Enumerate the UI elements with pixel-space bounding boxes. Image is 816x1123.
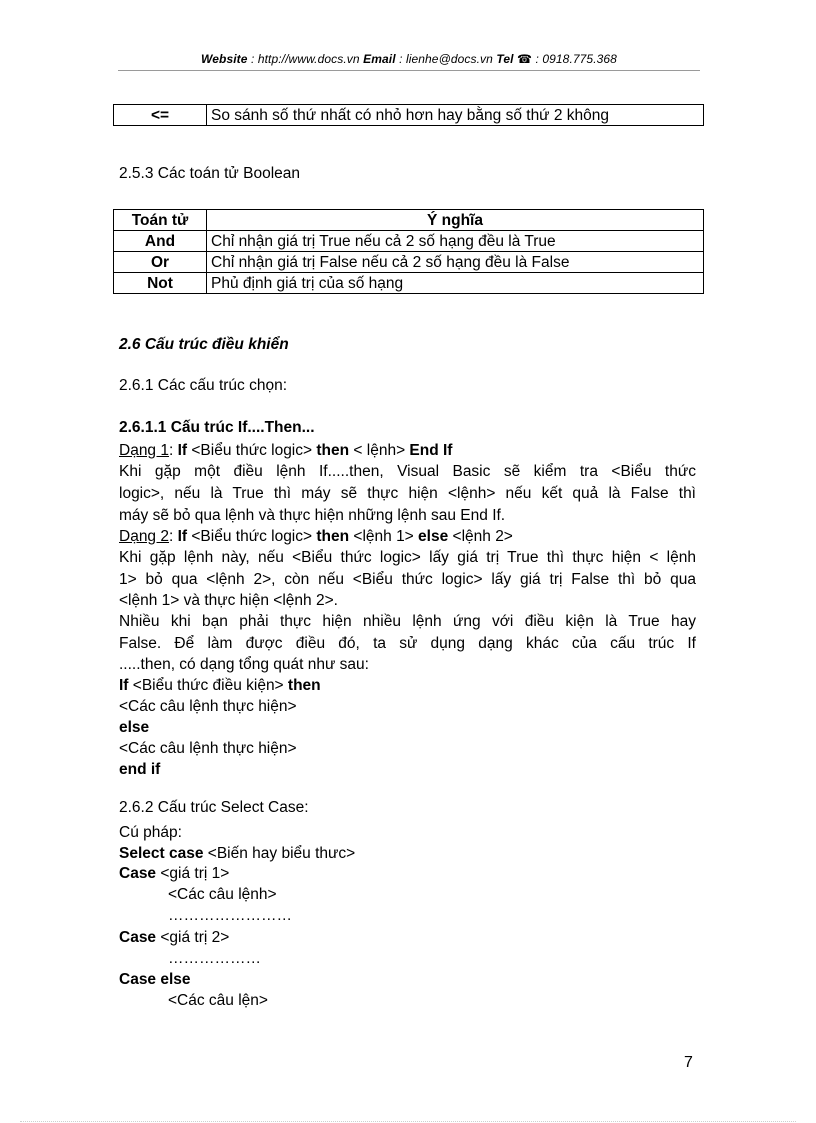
- paragraph-line: <lệnh 1> và thực hiện <lệnh 2>.: [119, 592, 338, 609]
- form-1-line: Dạng 1: If <Biểu thức logic> then < lệnh> End If: [119, 442, 453, 459]
- paragraph-line: 1> bỏ qua <lệnh 2>, còn nếu <Biểu thức logic> lấy giá trị False thì bỏ qua: [119, 571, 696, 588]
- footer-divider: [20, 1121, 796, 1122]
- paragraph-line: máy sẽ bỏ qua lệnh và thực hiện những lệnh sau End If.: [119, 507, 506, 524]
- form-2-label: Dạng 2: [119, 528, 169, 545]
- section-2-6-1-heading: 2.6.1 Các cấu trúc chọn:: [119, 377, 288, 394]
- column-header-operator: Toán tử: [114, 210, 207, 231]
- code-line: <Các câu lện>: [168, 992, 268, 1009]
- section-2-6-2-heading: 2.6.2 Cấu trúc Select Case:: [119, 799, 309, 816]
- statement-text: < lệnh>: [349, 442, 410, 459]
- page-number: 7: [684, 1054, 693, 1071]
- boolean-operator-table: [113, 209, 704, 294]
- operator-cell: Not: [114, 273, 207, 294]
- table-row: [114, 252, 704, 273]
- tel-value: : 0918.775.368: [532, 52, 617, 66]
- keyword-else: else: [119, 719, 150, 736]
- keyword-case: Case: [119, 929, 157, 946]
- condition-text: <Biểu thức logic>: [187, 528, 317, 545]
- code-line: <Các câu lệnh>: [168, 886, 277, 903]
- keyword-then: then: [316, 528, 350, 545]
- operator-cell: And: [114, 231, 207, 252]
- keyword-then: then: [287, 677, 321, 694]
- keyword-else: else: [418, 528, 449, 545]
- condition-text: <Biểu thức logic>: [187, 442, 317, 459]
- email-label: Email: [363, 52, 396, 66]
- keyword-case-else: Case else: [119, 971, 191, 988]
- section-2-6-1-1-heading: 2.6.1.1 Cấu trúc If....Then...: [119, 419, 315, 436]
- case-2-line: [119, 928, 229, 948]
- keyword-select-case: Select case: [119, 845, 204, 862]
- syntax-label: Cú pháp:: [119, 824, 182, 841]
- paragraph-line: Khi gặp một điều lệnh If.....then, Visual Basic sẽ kiểm tra <Biểu thức: [119, 463, 696, 480]
- section-2-5-3-heading: 2.5.3 Các toán tử Boolean: [119, 165, 300, 182]
- table-header-row: [114, 210, 704, 231]
- website-value: : http://www.docs.vn: [247, 52, 364, 66]
- keyword-if: If: [119, 677, 129, 694]
- ellipsis-line: ……………………: [168, 907, 292, 924]
- operator-cell: <=: [114, 105, 207, 126]
- section-2-6-heading: 2.6 Cấu trúc điều khiển: [119, 336, 289, 353]
- case-1-line: [119, 864, 229, 884]
- keyword-if: If: [177, 442, 188, 459]
- form-1-label: Dạng 1: [119, 442, 169, 459]
- website-label: Website: [201, 52, 248, 66]
- meaning-cell: Chỉ nhận giá trị False nếu cả 2 số hạng đều là False: [207, 252, 704, 273]
- paragraph-line: False. Để làm được điều đó, ta sử dụng dạng khác của cấu trúc If: [119, 635, 696, 652]
- keyword-end-if: end if: [119, 761, 161, 778]
- keyword-case: Case: [119, 865, 157, 882]
- form-2-line: Dạng 2: If <Biểu thức logic> then <lệnh 1> else <lệnh 2>: [119, 528, 513, 545]
- page-header: [118, 52, 700, 66]
- operator-cell: Or: [114, 252, 207, 273]
- paragraph-line: Nhiều khi bạn phải thực hiện nhiều lệnh ứng với điều kiện là True hay: [119, 613, 696, 630]
- case-value: <giá trị 1>: [156, 865, 230, 882]
- header-divider: [118, 70, 700, 71]
- paragraph-line: Khi gặp lệnh này, nếu <Biểu thức logic> lấy giá trị True thì thực hiện < lệnh: [119, 549, 696, 566]
- table-row: [114, 105, 704, 126]
- column-header-meaning: Ý nghĩa: [207, 210, 704, 231]
- paragraph-line: logic>, nếu là True thì máy sẽ thực hiện <lệnh> nếu kết quả là False thì: [119, 485, 696, 502]
- case-value: <giá trị 2>: [156, 929, 230, 946]
- statement-text: <lệnh 1>: [349, 528, 419, 545]
- keyword-end-if: End If: [409, 442, 453, 459]
- paragraph-line: .....then, có dạng tổng quát như sau:: [119, 656, 369, 673]
- code-line: <Các câu lệnh thực hiện>: [119, 740, 297, 757]
- code-line: <Các câu lệnh thực hiện>: [119, 698, 297, 715]
- meaning-cell: Chỉ nhận giá trị True nếu cả 2 số hạng đều là True: [207, 231, 704, 252]
- ellipsis-line: ………………: [168, 950, 261, 967]
- select-case-line: [119, 844, 355, 864]
- telephone-icon: ☎: [516, 52, 533, 66]
- keyword-if: If: [177, 528, 188, 545]
- statement-text: <lệnh 2>: [448, 528, 513, 545]
- general-if-line: [119, 676, 321, 696]
- meaning-cell: Phủ định giá trị của số hạng: [207, 273, 704, 294]
- comparison-operator-table: [113, 104, 704, 126]
- tel-label: Tel: [496, 52, 514, 66]
- table-row: [114, 231, 704, 252]
- email-value: : lienhe@docs.vn: [395, 52, 497, 66]
- meaning-cell: So sánh số thứ nhất có nhỏ hơn hay bằng số thứ 2 không: [207, 105, 704, 126]
- keyword-then: then: [316, 442, 350, 459]
- select-expression: <Biến hay biểu thưc>: [203, 845, 356, 862]
- table-row: [114, 273, 704, 294]
- condition-text: <Biểu thức điều kiện>: [128, 677, 288, 694]
